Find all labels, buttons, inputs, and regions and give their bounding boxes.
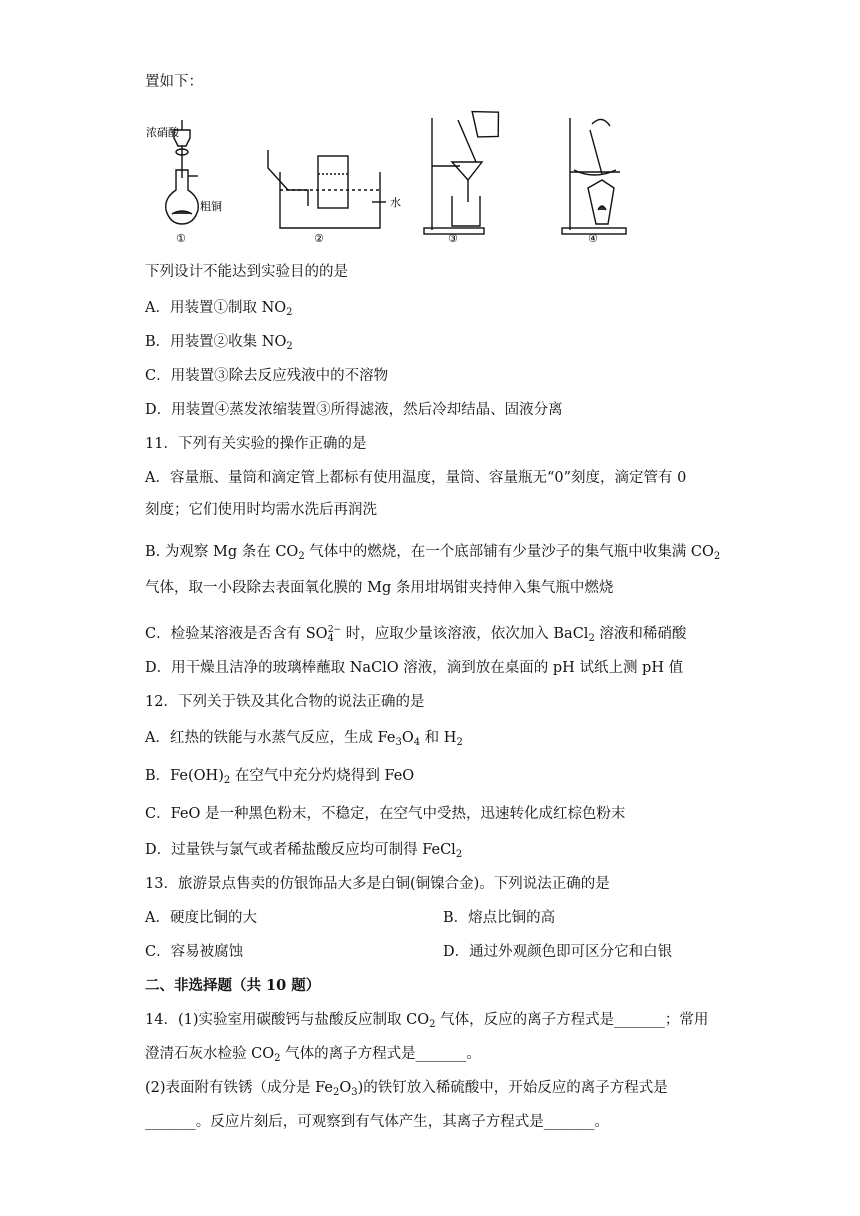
q13-option-b: B．熔点比铜的高 <box>443 910 556 926</box>
apparatus-2-trough <box>268 150 386 228</box>
intro-line: 置如下： <box>145 74 203 90</box>
q12-option-d: D．过量铁与氯气或者稀盐酸反应均可制得 FeCl$_2$ <box>145 842 463 860</box>
apparatus-3-filtration <box>424 110 502 234</box>
q10-option-d: D．用装置④蒸发浓缩装置③所得滤液，然后冷却结晶、固液分离 <box>145 402 563 418</box>
q11-option-c: C．检验某溶液是否含有 $SO_4^{2-}$ 时，应取少量该溶液，依次加入 BaCl$_2$ 溶液和稀硝酸 <box>145 625 687 644</box>
label-crude-copper: 粗铜 <box>200 200 222 213</box>
q11-option-b-line2: 气体，取一小段除去表面氧化膜的 Mg 条用坩埚钳夹持伸入集气瓶中燃烧 <box>145 580 614 596</box>
caption-3: ③ <box>448 232 458 245</box>
q14-line1: 14．(1)实验室用碳酸钙与盐酸反应制取 $CO_2$ 气体，反应的离子方程式是_______；常用 <box>145 1012 709 1030</box>
q13-stem: 13．旅游景点售卖的仿银饰品大多是白铜(铜镍合金)。下列说法正确的是 <box>145 876 610 892</box>
apparatus-4-evaporation <box>562 118 626 234</box>
q13-option-c: C．容易被腐蚀 <box>145 944 244 960</box>
q10-option-b: B．用装置②收集 $NO_2$ <box>145 334 293 352</box>
q11-option-a-line1: A．容量瓶、量筒和滴定管上都标有使用温度，量筒、容量瓶无“0”刻度，滴定管有 0 <box>145 470 687 486</box>
section-heading: 二、非选择题（共 10 题） <box>145 977 321 994</box>
caption-2: ② <box>314 232 324 245</box>
q13-option-a: A．硬度比铜的大 <box>145 910 257 926</box>
q12-option-b: B．$Fe(OH)_2$ 在空气中充分灼烧得到 FeO <box>145 768 415 786</box>
q14-line2: 澄清石灰水检验 $CO_2$ 气体的离子方程式是_______。 <box>145 1046 481 1064</box>
q12-option-a: A．红热的铁能与水蒸气反应，生成 $Fe_3O_4$ 和 $H_2$ <box>145 730 463 748</box>
q11-option-d: D．用干燥且洁净的玻璃棒蘸取 NaClO 溶液，滴到放在桌面的 pH 试纸上测 pH 值 <box>145 660 684 676</box>
q13-option-d: D．通过外观颜色即可区分它和白银 <box>443 944 673 960</box>
caption-4: ④ <box>588 232 598 245</box>
q12-option-c: C．FeO 是一种黑色粉末，不稳定，在空气中受热，迅速转化成红棕色粉末 <box>145 806 626 822</box>
q11-option-a-line2: 刻度；它们使用时均需水洗后再润洗 <box>145 502 377 518</box>
caption-1: ① <box>176 232 186 245</box>
q12-stem: 12．下列关于铁及其化合物的说法正确的是 <box>145 694 425 710</box>
q14-line3: (2)表面附有铁锈（成分是 $Fe_2O_3$)的铁钉放入稀硫酸中，开始反应的离子方程式是 <box>145 1080 668 1098</box>
q10-option-a: A．用装置①制取 $NO_2$ <box>145 300 293 318</box>
q10-option-c: C．用装置③除去反应残液中的不溶物 <box>145 368 389 384</box>
q11-option-b-line1: B. 为观察 Mg 条在 $CO_2$ 气体中的燃烧，在一个底部铺有少量沙子的集气瓶中收集满 $CO_2$ <box>145 544 721 562</box>
q10-stem: 下列设计不能达到实验目的的是 <box>145 264 348 280</box>
label-water: 水 <box>390 196 401 209</box>
q14-line4: _______。反应片刻后，可观察到有气体产生，其离子方程式是_______。 <box>145 1114 609 1130</box>
apparatus-figure <box>140 110 660 250</box>
q11-stem: 11．下列有关实验的操作正确的是 <box>145 436 367 452</box>
label-concentrated-nitric-acid: 浓硝酸 <box>146 126 179 139</box>
